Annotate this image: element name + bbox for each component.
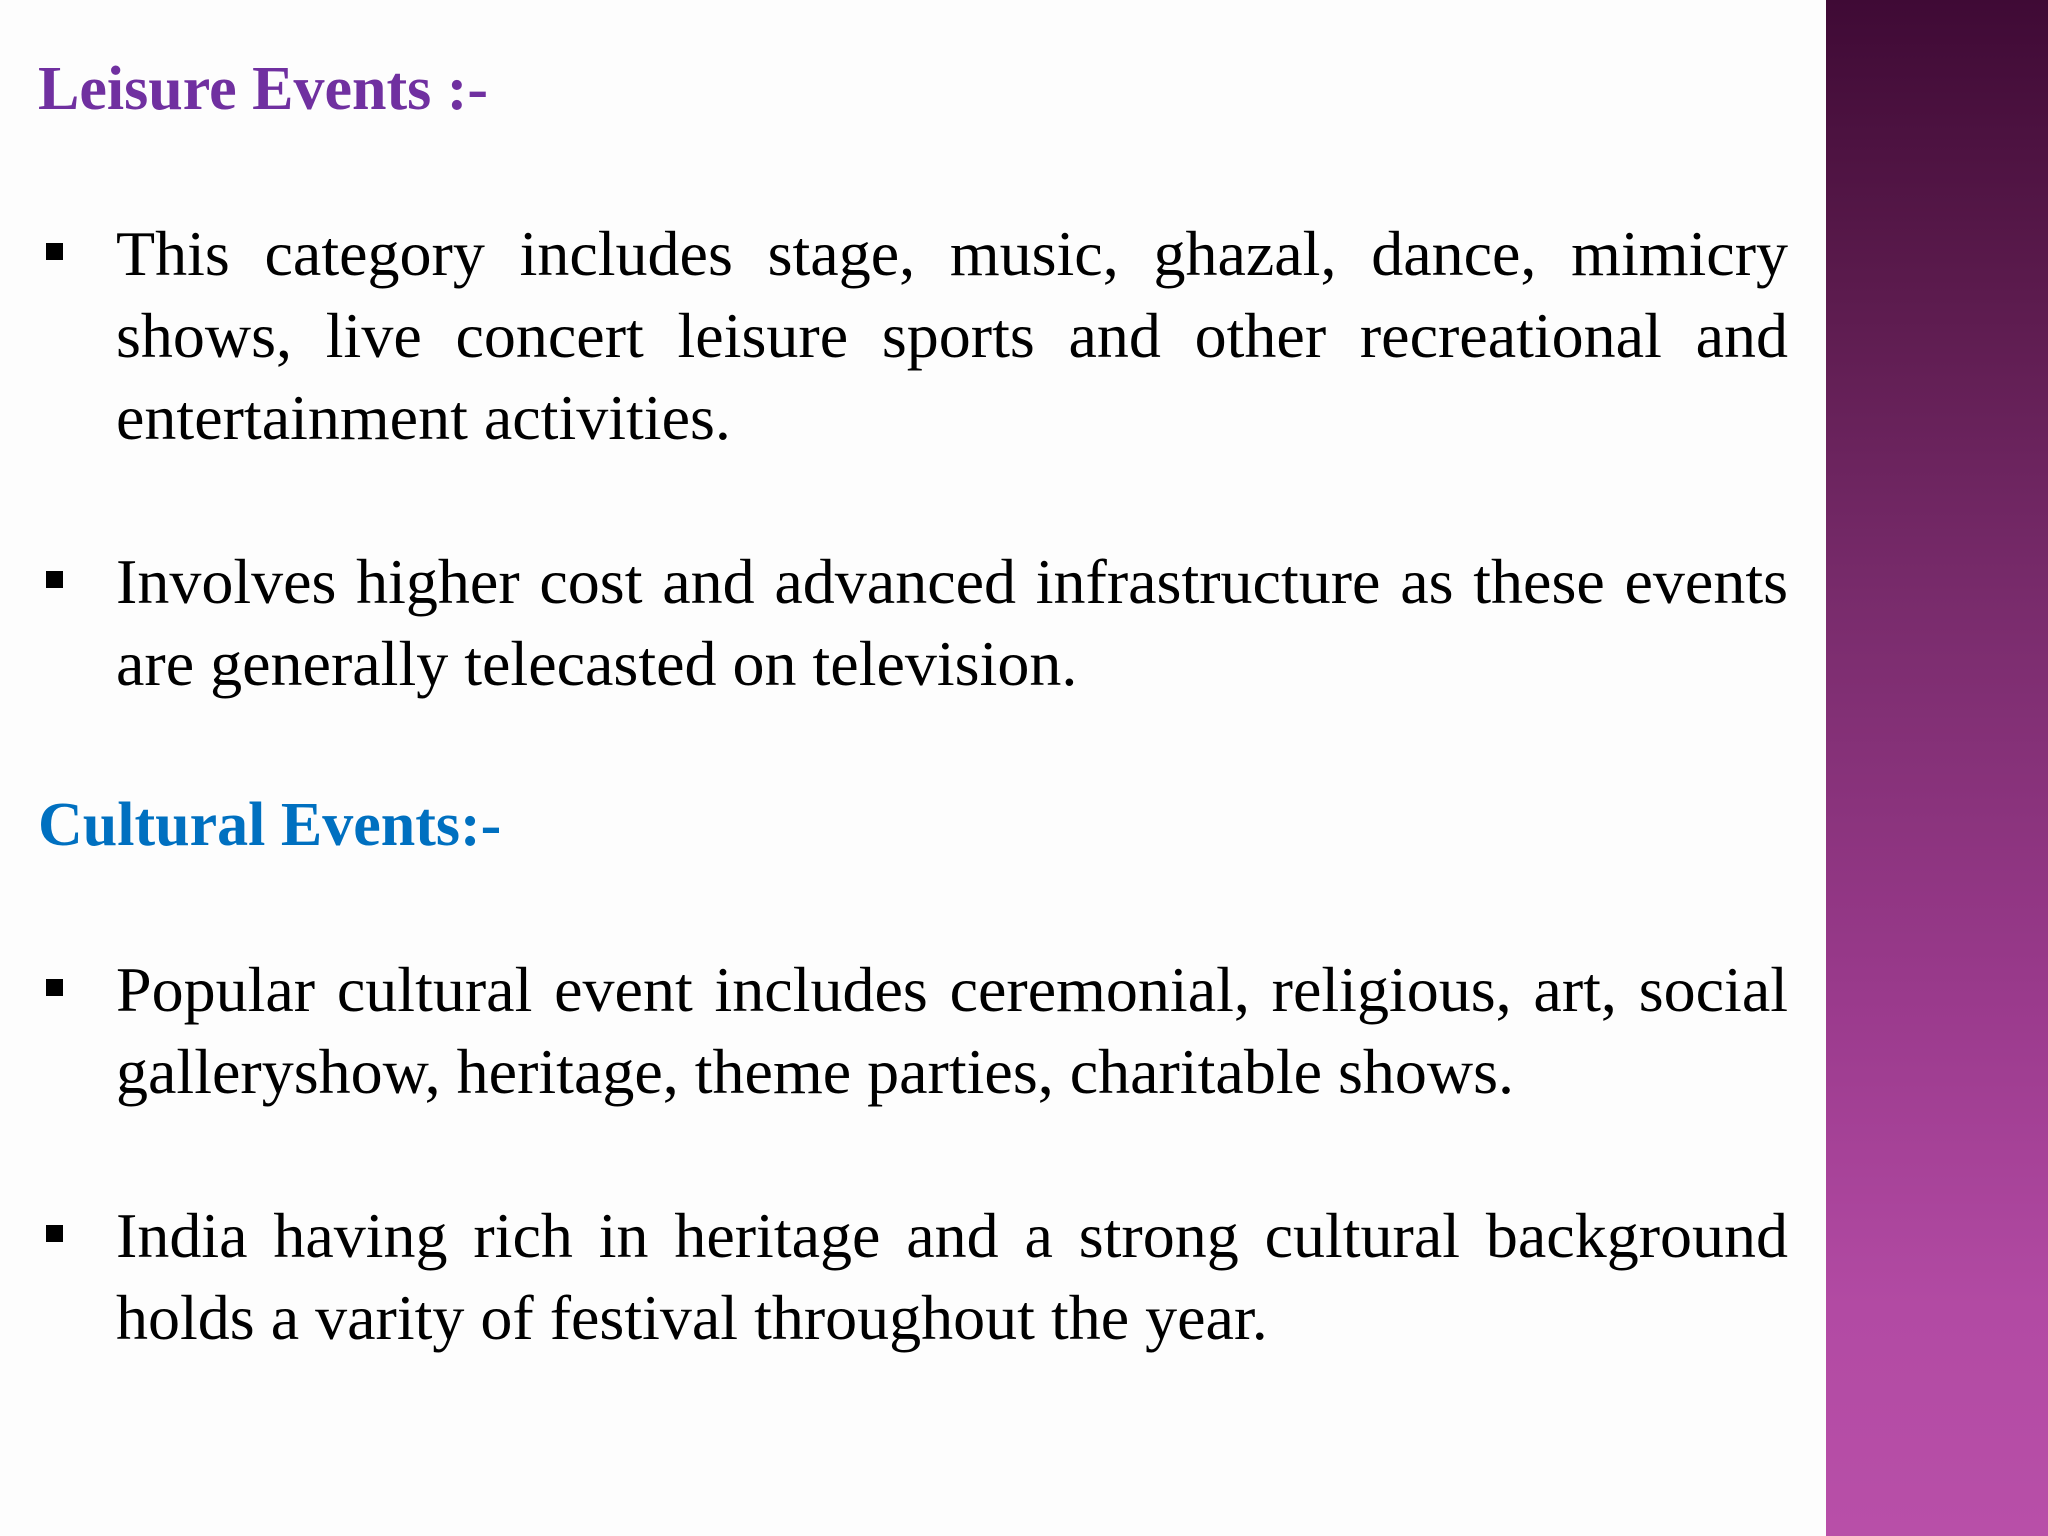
bullet-text: India having rich in heritage and a strong cultural background holds a varity of festival throughout the year.: [116, 1200, 1788, 1353]
bullet-text: This category includes stage, music, ghazal, dance, mimicry shows, live concert leisure sports and other recreational and entertainment activities.: [116, 218, 1788, 453]
list-item: [38, 213, 1788, 459]
cultural-events-heading: Cultural Events:-: [38, 791, 502, 859]
square-bullet-icon: [38, 949, 116, 1031]
list-item: [38, 1195, 1788, 1359]
square-bullet-icon: [38, 213, 116, 295]
square-bullet-icon: [38, 1195, 116, 1277]
list-item: [38, 949, 1788, 1113]
bullet-text: Popular cultural event includes ceremonial, religious, art, social galleryshow, heritage, theme parties, charitable shows.: [116, 954, 1788, 1107]
leisure-events-heading: Leisure Events :-: [38, 55, 489, 123]
bullet-text: Involves higher cost and advanced infrastructure as these events are generally telecasted on television.: [116, 546, 1788, 699]
decorative-side-band: [1826, 0, 2048, 1536]
list-item: [38, 541, 1788, 705]
square-bullet-icon: [38, 541, 116, 623]
